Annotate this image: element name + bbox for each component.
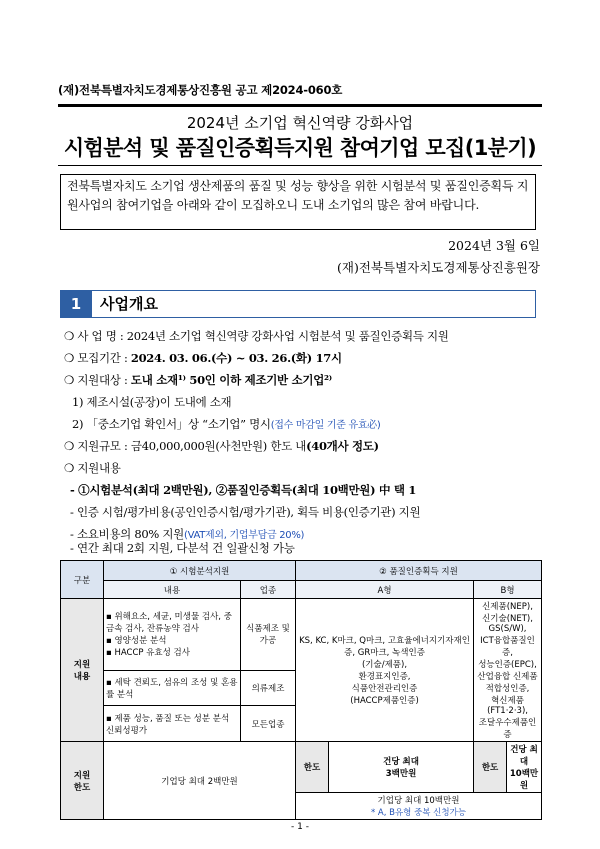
line-choice: - ①시험분석(최대 2백만원), ②품질인증획득(최대 10백만원) 中 택 1 [70,483,417,497]
scale-count: (40개사 정도) [306,439,379,453]
r2-industry: 의류제조 [241,670,296,706]
period-value: 2024. 03. 06.(수) ~ 03. 26.(화) 17시 [130,351,342,365]
ratio-note: (VAT제외, 기업부담금 20%) [183,530,305,541]
row-content-label: 지원 내용 [61,599,104,742]
limit-cert: 기업당 최대 10백만원 [377,796,460,806]
th-cert: ② 품질인증획득 지원 [296,561,542,581]
line-scale [64,438,379,454]
target-value: 도내 소재¹⁾ 50인 이하 제조기반 소기업²⁾ [130,373,332,387]
th-gubun: 구분 [61,561,104,599]
r2-content: ▪ 세탁 견뢰도, 섬유의 조성 및 혼용률 분석 [104,670,241,706]
line-target [64,372,332,388]
limit-label-b: 한도 [474,742,507,793]
support-table [60,560,542,820]
line-content: ❍ 지원내용 [64,461,121,475]
footnote-2 [72,416,380,432]
ratio-text: - 소요비용의 80% 지원 [70,527,184,541]
header-rule [58,104,542,107]
th-content: 내용 [104,581,241,599]
th-industry: 업종 [241,581,296,599]
th-test: ① 시험분석지원 [104,561,296,581]
th-a-type: A형 [296,581,474,599]
footnote-2-note: (접수 마감일 기준 유효必) [270,420,381,431]
limit-test: 기업당 최대 2백만원 [104,742,296,820]
th-b-type: B형 [474,581,542,599]
period-label: ❍ 모집기간 : [64,351,131,365]
subtitle: 2024년 소기업 혁신역량 강화사업 [186,114,414,132]
line-cost: - 인증 시험/평가비용(공인인증시험/평가기관), 획득 비용(인증기관) 지원 [70,505,421,519]
footnote-1: 1) 제조시설(공장)이 도내에 소재 [72,395,232,409]
intro-box: 전북특별자치도 소기업 생산제품의 품질 및 성능 향상을 위한 시험분석 및 품질인증획득 지원사업의 참여기업을 아래와 같이 모집하오니 도내 소기업의 많은 참여 바랍니다. [60,174,536,230]
scale-text: ❍ 지원규모 : 금40,000,000원(사천만원) 한도 내 [64,439,307,453]
limit-a: 건당 최대 3백만원 [329,742,474,793]
r3-industry: 모든업종 [241,706,296,742]
page-number: - 1 - [291,822,309,832]
footnote-2-text: 2) 「중소기업 확인서」상 “소기업” 명시 [72,417,271,431]
limit-cert-cell [296,793,542,820]
issuer: (재)전북특별자치도경제통상진흥원장 [337,260,540,275]
b-type-list: 신제품(NEP), 신기술(NET), GS(S/W), ICT융합품질인증, 성능인증(EPC), 산업융합 신제품 적합성인증, 혁신제품(FT1·2·3), 조달우수제품인증 [474,599,542,742]
title-rule [58,165,542,166]
limit-label-a: 한도 [296,742,329,793]
r3-content: ▪ 제품 성능, 품질 또는 성분 분석 신뢰성평가 [104,706,241,742]
line-frequency: - 연간 최대 2회 지원, 다분석 건 일괄신청 가능 [70,541,295,555]
notice-number: (재)전북특별자치도경제통상진흥원 공고 제2024-060호 [58,83,343,97]
page-title: 시험분석 및 품질인증획득지원 참여기업 모집(1분기) [63,136,537,160]
notice-date: 2024년 3월 6일 [448,238,540,253]
limit-b: 건당 최대 10백만원 [507,742,542,793]
section-number: 1 [60,290,92,318]
section-title: 사업개요 [100,295,158,313]
r1-industry: 식품제조 및 가공 [241,599,296,671]
line-period [64,350,342,366]
limit-note: * A, B유형 중복 신청가능 [370,808,467,818]
target-label: ❍ 지원대상 : [64,373,131,387]
row-limit-label: 지원 한도 [61,742,104,820]
r1-content: ▪ 위해요소, 세균, 미생물 검사, 중금속 검사, 잔류농약 검사 ▪ 영양성분 분석 ▪ HACCP 유효성 검사 [104,599,241,671]
line-project-name: ❍ 사 업 명 : 2024년 소기업 혁신역량 강화사업 시험분석 및 품질인증획득 지원 [64,329,449,343]
a-type-list: KS, KC, K마크, Q마크, 고효율에너지기자재인증, GR마크, 녹색인증 (기술/제품), 환경표지인증, 식품안전관리인증 (HACCP제품인증) [296,599,474,742]
